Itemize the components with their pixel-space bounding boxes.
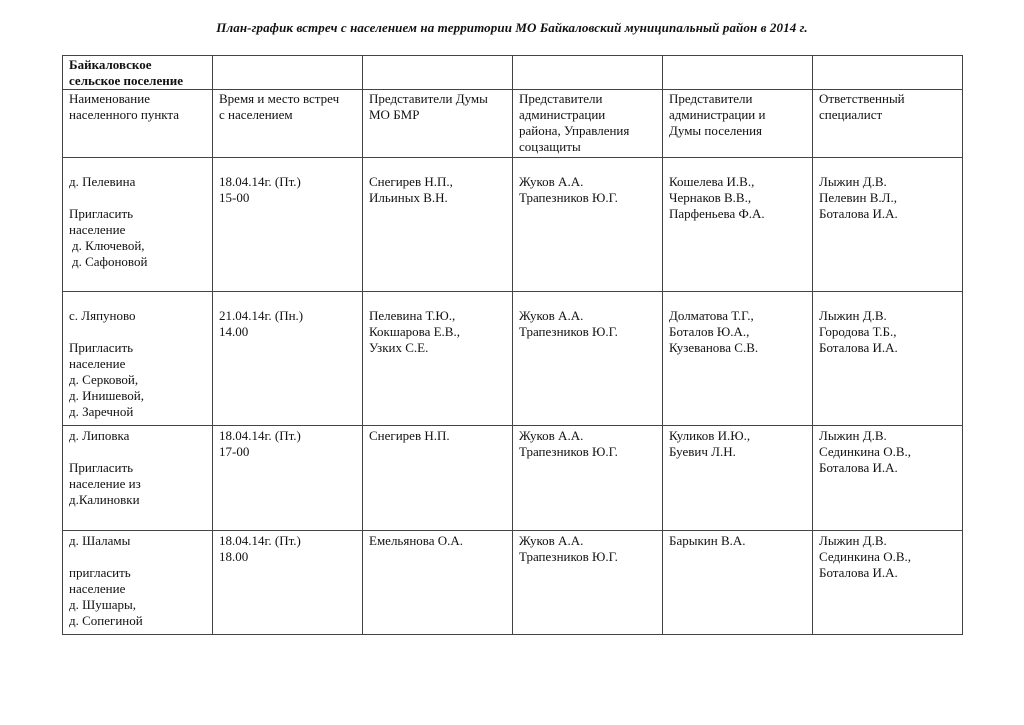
settlement-cell: Долматова Т.Г., Боталов Ю.А., Кузеванова С.В. [663,292,813,426]
table-row [63,426,963,531]
header-settlement-name: Наименование населенного пункта [63,90,213,158]
admin-cell: Жуков А.А. Трапезников Ю.Г. [513,158,663,292]
region-row [63,56,963,90]
empty-cell [213,56,363,90]
header-settlement-reps: Представители администрации и Думы поселения [663,90,813,158]
place-cell: д. Шаламы пригласить население д. Шушары, д. Сопегиной [63,531,213,635]
place-cell: д. Пелевина Пригласить население д. Ключевой, д. Сафоновой [63,158,213,292]
settlement-cell: Кошелева И.В., Чернаков В.В., Парфеньева Ф.А. [663,158,813,292]
admin-cell: Жуков А.А. Трапезников Ю.Г. [513,426,663,531]
responsible-cell: Лыжин Д.В. Сединкина О.В., Боталова И.А. [813,426,963,531]
region-cell [63,56,213,90]
admin-cell: Жуков А.А. Трапезников Ю.Г. [513,292,663,426]
schedule-table [62,55,963,635]
empty-cell [663,56,813,90]
place-cell: д. Липовка Пригласить население из д.Калиновки [63,426,213,531]
empty-cell [513,56,663,90]
place-name: д. Липовка [69,428,130,443]
duma-cell: Снегирев Н.П., Ильиных В.Н. [363,158,513,292]
place-cell: с. Ляпуново Пригласить население д. Серковой, д. Инишевой, д. Заречной [63,292,213,426]
header-responsible: Ответственный специалист [813,90,963,158]
duma-cell: Емельянова О.А. [363,531,513,635]
settlement-cell: Барыкин В.А. [663,531,813,635]
place-name: д. Пелевина [69,174,136,189]
table-row [63,292,963,426]
page-title: План-график встреч с населением на территории МО Байкаловский муниципальный район в 2014 г. [216,20,808,35]
time-cell: 18.04.14г. (Пт.) 18.00 [213,531,363,635]
header-duma-reps: Представители Думы МО БМР [363,90,513,158]
region-type: сельское поселение [69,73,183,88]
duma-cell: Пелевина Т.Ю., Кокшарова Е.В., Узких С.Е. [363,292,513,426]
header-admin-reps: Представители администрации района, Управления соцзащиты [513,90,663,158]
responsible-cell: Лыжин Д.В. Городова Т.Б., Боталова И.А. [813,292,963,426]
time-cell: 21.04.14г. (Пн.) 14.00 [213,292,363,426]
settlement-cell: Куликов И.Ю., Буевич Л.Н. [663,426,813,531]
empty-cell [363,56,513,90]
table-row [63,158,963,292]
time-cell: 18.04.14г. (Пт.) 17-00 [213,426,363,531]
time-cell: 18.04.14г. (Пт.) 15-00 [213,158,363,292]
empty-cell [813,56,963,90]
table-row [63,531,963,635]
place-name: д. Шаламы [69,533,131,548]
responsible-cell: Лыжин Д.В. Сединкина О.В., Боталова И.А. [813,531,963,635]
region-name: Байкаловское [69,57,152,72]
header-time-place: Время и место встреч с населением [213,90,363,158]
header-row [63,90,963,158]
responsible-cell: Лыжин Д.В. Пелевин В.Л., Боталова И.А. [813,158,963,292]
admin-cell: Жуков А.А. Трапезников Ю.Г. [513,531,663,635]
place-name: с. Ляпуново [69,308,136,323]
duma-cell: Снегирев Н.П. [363,426,513,531]
